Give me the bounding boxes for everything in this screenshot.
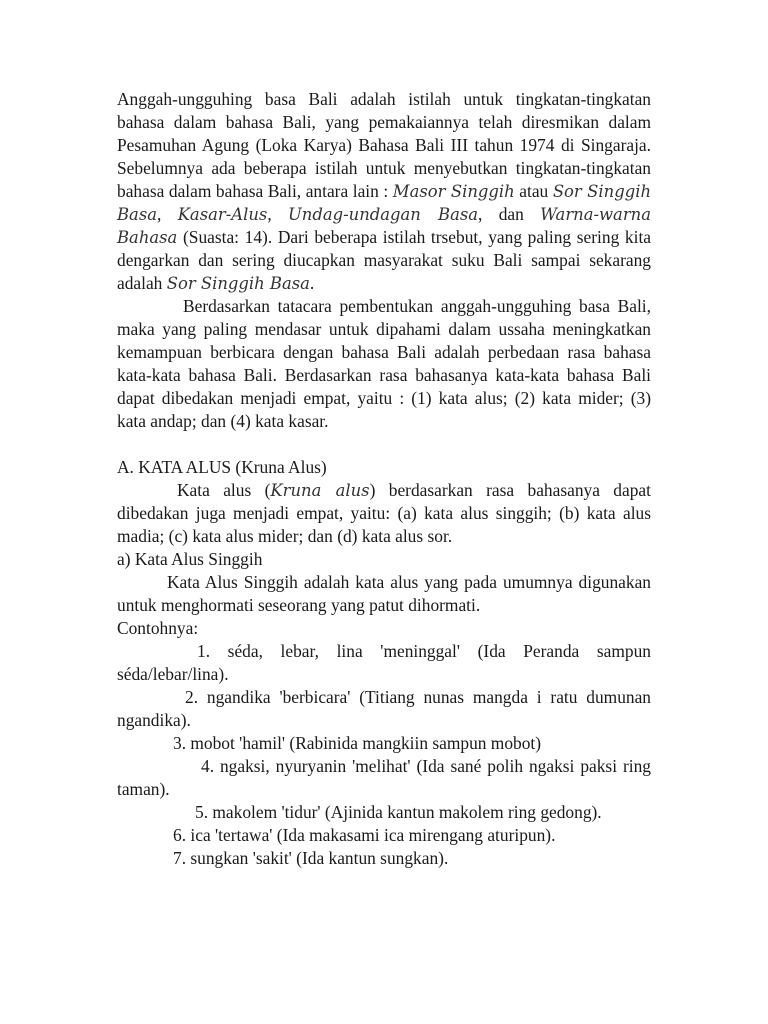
paragraph-rasa-bahasa: Berdasarkan tatacara pembentukan anggah-ungguhing basa Bali, maka yang paling mendasar untuk dipahami dalam ussaha meningkatkan kemampuan berbicara dengan bahasa Bali adalah perbedaan rasa bahasa kata-kata bahasa Bali. Berdasarkan rasa bahasanya kata-kata bahasa Bali dapat dibedakan menjadi empat, yaitu : (1) kata alus; (2) kata mider; (3) kata andap; dan (4) kata kasar. (117, 296, 651, 431)
italic-term: Masor Singgih (392, 182, 515, 201)
text-run: atau (514, 181, 553, 201)
paragraph-kata-alus (117, 479, 651, 548)
document-body (117, 88, 651, 870)
text-run: (Suasta: 14). Dari beberapa istilah trsebut, yang paling sering kita dengarkan dan sering diucapkan masyarakat suku Bali sampai sekarang adalah (117, 227, 651, 293)
list-item: 3. mobot 'hamil' (Rabinida mangkiin sampun mobot) (173, 733, 542, 753)
list-item: 1. séda, lebar, lina 'meninggal' (Ida Peranda sampun séda/lebar/lina). (117, 641, 651, 684)
paragraph-intro (117, 88, 651, 295)
text-run: , (267, 204, 288, 224)
list-item: 7. sungkan 'sakit' (Ida kantun sungkan). (173, 848, 449, 868)
text-run: Anggah-ungguhing basa Bali adalah istilah untuk tingkatan-tingkatan bahasa dalam bahasa Bali, yang pemakaiannya telah diresmikan dalam Pesamuhan Agung (Loka Karya) Bahasa Bali III tahun 1974 di Singaraja. Sebelumnya ada beberapa istilah untuk menyebutkan tingkatan-tingkatan bahasa dalam bahasa Bali, antara lain : (117, 89, 651, 201)
text-run: Kata alus ( (177, 480, 271, 500)
italic-term: Kruna alus (270, 481, 370, 500)
section-heading: A. KATA ALUS (Kruna Alus) (117, 457, 327, 477)
text-run: , (157, 204, 178, 224)
italic-term: Sor Singgih Basa (166, 274, 310, 293)
text-run: , dan (478, 204, 541, 224)
text-run: . (309, 273, 315, 293)
text-run: ) berdasarkan rasa bahasanya dapat dibedakan juga menjadi empat, yaitu: (a) kata alus singgih; (b) kata alus madia; (c) kata alus mider; dan (d) kata alus sor. (117, 480, 651, 546)
example-list (117, 640, 651, 870)
list-item: 2. ngandika 'berbicara' (Titiang nunas mangda i ratu dumunan ngandika). (117, 687, 651, 730)
paragraph-alus-singgih: Kata Alus Singgih adalah kata alus yang pada umumnya digunakan untuk menghormati seseorang yang patut dihormati. (117, 572, 651, 615)
italic-term: Undag-undagan Basa (287, 205, 479, 224)
italic-term: Warna-warna Bahasa (117, 205, 651, 247)
examples-label: Contohnya: (117, 618, 199, 638)
list-item: 6. ica 'tertawa' (Ida makasami ica mirengang aturipun). (173, 825, 556, 845)
list-item: 4. ngaksi, nyuryanin 'melihat' (Ida sané polih ngaksi paksi ring taman). (117, 756, 651, 799)
italic-term: Kasar-Alus (177, 205, 268, 224)
italic-term: Sor Singgih Basa (117, 182, 651, 224)
list-item: 5. makolem 'tidur' (Ajinida kantun makolem ring gedong). (195, 802, 602, 822)
subsection-heading: a) Kata Alus Singgih (117, 549, 263, 569)
spacer (117, 433, 651, 456)
